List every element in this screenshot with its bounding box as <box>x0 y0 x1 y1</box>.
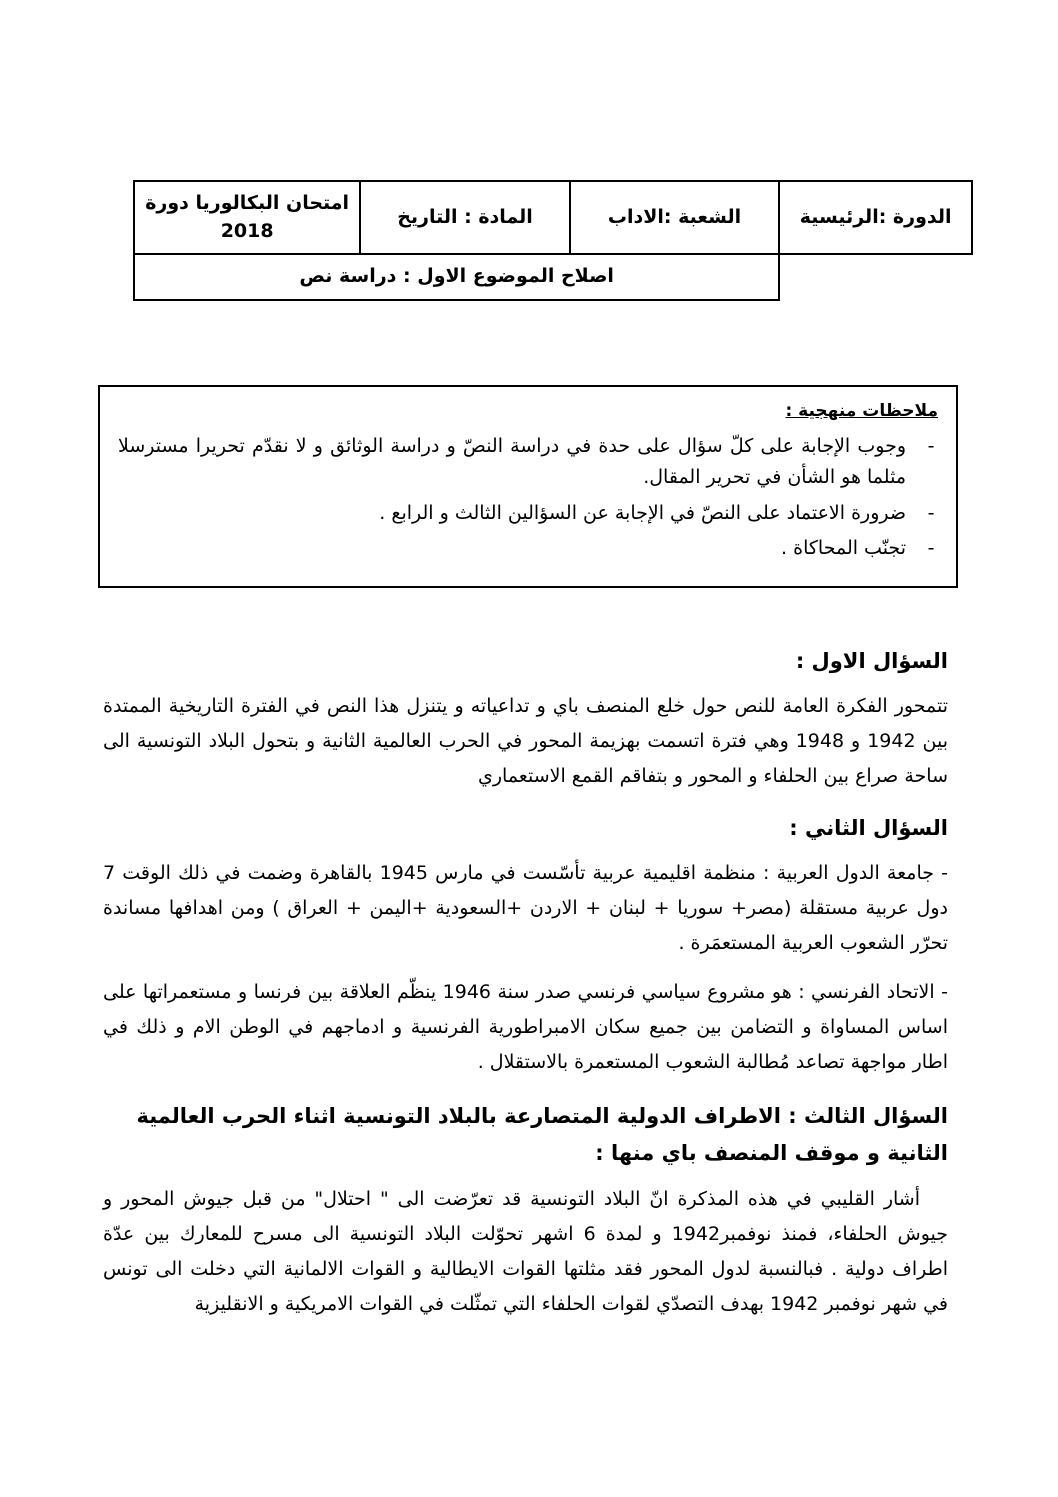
question-1-heading: السؤال الاول : <box>795 649 948 673</box>
question-3-paragraph: أشار القليبي في هذه المذكرة انّ البلاد التونسية قد تعرّضت الى " احتلال" من قبل جيوش المحور و جيوش الحلفاء، فمنذ نوفمبر1942 و لمدة 6 اشهر تحوّلت البلاد التونسية الى مسرح للمعارك بين عدّة اطراف دولية . فبالنسبة لدول المحور فقد مثلتها القوات الايطالية و القوات الالمانية التي دخلت الى تونس في شهر نوفمبر 1942 بهدف التصدّي لقوات الحلفاء التي تمثّلت في القوات الامريكية و الانقليزية <box>103 1187 948 1316</box>
exam-header-table <box>133 180 973 301</box>
table-row <box>134 181 972 254</box>
header-cell-spacer <box>779 254 972 300</box>
table-row <box>134 254 972 300</box>
header-cell-title: اصلاح الموضوع الاول : دراسة نص <box>134 254 779 300</box>
answers-content <box>103 645 948 1337</box>
header-cell-subject: المادة : التاريخ <box>360 181 570 254</box>
header-cell-branch: الشعبة :الاداب <box>570 181 780 254</box>
bullet-dash-icon: - <box>927 537 935 560</box>
question-1-paragraph: تتمحور الفكرة العامة للنص حول خلع المنصف باي و تداعياته و يتنزل هذا النص في الفترة التاريخية الممتدة بين 1942 و 1948 وهي فترة اتسمت بهزيمة المحور في الحرب العالمية الثانية و بتحول البلاد التونسية الى ساحة صراع بين الحلفاء و المحور و بتفاقم القمع الاستعماري <box>103 694 948 787</box>
question-2-paragraph-2: - الاتحاد الفرنسي : هو مشروع سياسي فرنسي صدر سنة 1946 ينظّم العلاقة بين فرنسا و مستعمراتها على اساس المساواة و التضامن بين جميع سكان الامبراطورية الفرنسية و ادماجهم في الوطن الام و ذلك في اطار مواجهة تصاعد مُطالبة الشعوب المستعمرة بالاستقلال . <box>103 981 948 1074</box>
bullet-dash-icon: - <box>927 501 935 524</box>
bullet-dash-icon: - <box>927 435 935 457</box>
header-cell-session: الدورة :الرئيسية <box>779 181 972 254</box>
note-text: وجوب الإجابة على كلّ سؤال على حدة في دراسة النصّ و دراسة الوثائق و لا نقدّم تحريرا مسترسلا مثلما هو الشأن في تحرير المقال. <box>118 435 906 489</box>
question-2-paragraph-1: - جامعة الدول العربية : منظمة اقليمية عربية تأسّست في مارس 1945 بالقاهرة وضمت في ذلك الوقت 7 دول عربية مستقلة (مصر+ سوريا + لبنان + الاردن +السعودية +اليمن + العراق ) ومن اهدافها مساندة تحرّر الشعوب العربية المستعمَرة . <box>103 861 949 954</box>
list-item <box>118 431 938 494</box>
header-cell-exam: امتحان البكالوريا دورة 2018 <box>134 181 360 254</box>
list-item <box>118 498 938 529</box>
notes-list <box>118 431 938 564</box>
list-item <box>118 533 938 564</box>
note-text: ضرورة الاعتماد على النصّ في الإجابة عن السؤالين الثالث و الرابع . <box>379 501 906 524</box>
question-2-heading: السؤال الثاني : <box>789 816 948 841</box>
methodology-notes-box <box>98 385 958 588</box>
notes-title: ملاحظات منهجية : <box>785 401 938 421</box>
note-text: تجنّب المحاكاة . <box>781 537 906 560</box>
question-3-heading: السؤال الثالث : الاطراف الدولية المتصارعة بالبلاد التونسية اثناء الحرب العالمية الثانية و موقف المنصف باي منها : <box>136 1104 948 1166</box>
